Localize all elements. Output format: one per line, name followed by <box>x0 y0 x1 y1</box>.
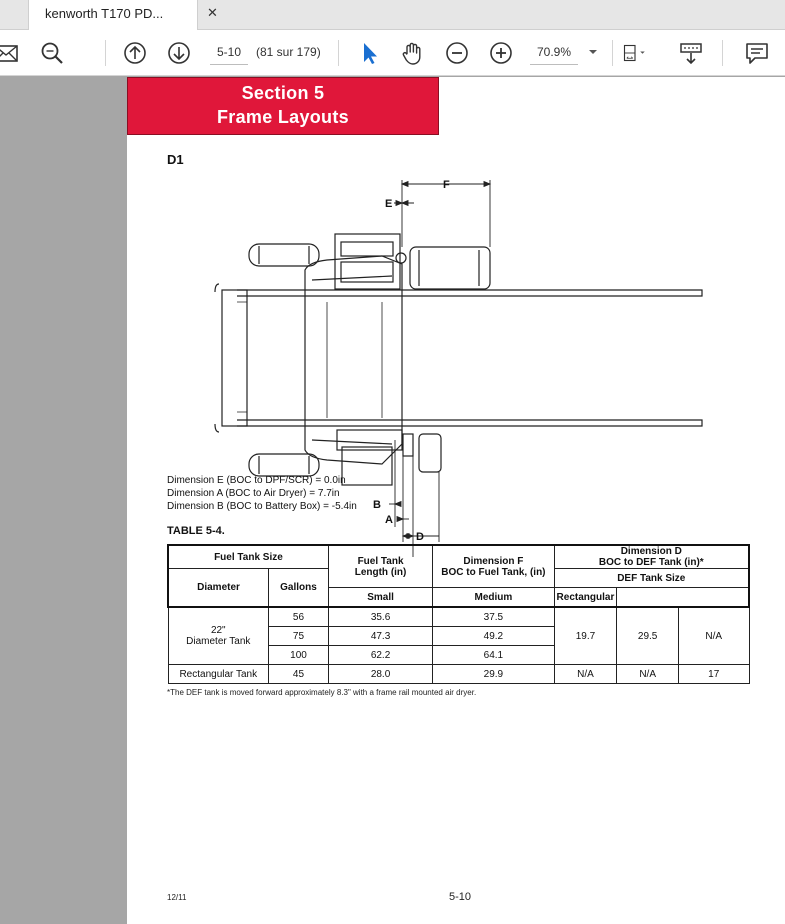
select-arrow-icon[interactable] <box>354 38 384 68</box>
dim-f-cell: 29.9 <box>433 665 554 684</box>
page-count: (81 sur 179) <box>256 45 321 59</box>
def-rect-cell: N/A <box>678 607 749 665</box>
dim-label-b: B <box>373 499 381 511</box>
front-bumper <box>222 290 247 426</box>
zoom-search-icon[interactable] <box>37 38 67 68</box>
close-tab-icon[interactable]: ✕ <box>207 5 218 20</box>
tab-strip <box>0 0 785 30</box>
section-banner <box>127 77 439 135</box>
diagram-title: D1 <box>167 152 184 167</box>
page-down-icon[interactable] <box>164 38 194 68</box>
diameter-cell <box>168 607 269 665</box>
toolbar-separator <box>612 40 613 66</box>
pdf-toolbar <box>0 30 785 76</box>
header-gallons: Gallons <box>269 569 329 608</box>
header-text: Dimension F <box>463 555 524 567</box>
dim-f-cell: 49.2 <box>433 627 554 646</box>
cab-outline <box>305 256 402 464</box>
dimension-e-note: Dimension E (BOC to DPF/SCR) = 0.0in <box>167 475 346 486</box>
gallons-cell: 56 <box>269 607 329 627</box>
fuel-cap <box>396 253 406 263</box>
section-title: Section 5 <box>241 83 325 103</box>
header-diameter: Diameter <box>168 569 269 608</box>
toolbar-separator <box>338 40 339 66</box>
page-number-input[interactable] <box>210 40 248 65</box>
zoom-level-input[interactable] <box>530 40 578 65</box>
length-cell: 28.0 <box>328 665 432 684</box>
gallons-cell: 75 <box>269 627 329 646</box>
section-subtitle: Frame Layouts <box>217 107 349 127</box>
length-cell: 62.2 <box>328 646 432 665</box>
def-medium-cell: N/A <box>617 665 679 684</box>
def-small-cell: N/A <box>554 665 617 684</box>
zoom-out-icon[interactable] <box>442 38 472 68</box>
toolbar-separator <box>105 40 106 66</box>
gallons-cell: 100 <box>269 646 329 665</box>
hand-icon[interactable] <box>398 38 428 68</box>
length-cell: 35.6 <box>328 607 432 627</box>
header-small: Small <box>328 588 432 608</box>
dim-label-e: E <box>385 198 393 210</box>
zoom-in-icon[interactable] <box>486 38 516 68</box>
dim-f-cell: 37.5 <box>433 607 554 627</box>
header-text: BOC to Fuel Tank, (in) <box>441 566 546 578</box>
dimension-a-note: Dimension A (BOC to Air Dryer) = 7.7in <box>167 488 340 499</box>
header-fuel-tank-length <box>328 545 432 588</box>
gallons-cell: 45 <box>269 665 329 684</box>
comment-icon[interactable] <box>742 38 772 68</box>
table-row <box>168 665 749 684</box>
document-tab[interactable] <box>28 0 218 30</box>
mail-icon[interactable] <box>0 38 22 68</box>
header-def-tank-size: DEF Tank Size <box>554 569 749 588</box>
header-text: Dimension D <box>620 546 682 557</box>
dim-f-cell: 64.1 <box>433 646 554 665</box>
scroll-mode-icon[interactable] <box>676 38 706 68</box>
def-small-cell: 19.7 <box>554 607 617 665</box>
air-dryer <box>419 434 441 472</box>
def-medium-cell: 29.5 <box>617 607 679 665</box>
header-text: Fuel Tank <box>357 555 404 567</box>
length-cell: 47.3 <box>328 627 432 646</box>
toolbar-separator <box>722 40 723 66</box>
tab-title: kenworth T170 PD... <box>45 6 164 21</box>
footer-date: 12/11 <box>167 893 187 902</box>
fuel-tank <box>410 247 490 289</box>
fit-page-icon[interactable] <box>620 38 660 68</box>
page-up-icon[interactable] <box>120 38 150 68</box>
tank-type-cell: Rectangular Tank <box>168 665 269 684</box>
table-footnote: *The DEF tank is moved forward approximately 8.3" with a frame rail mounted air dryer. <box>167 688 477 697</box>
cell-text: Diameter Tank <box>186 636 251 647</box>
table-title: TABLE 5-4. <box>167 525 225 537</box>
pdf-page <box>127 77 785 924</box>
table-row <box>168 607 749 627</box>
cell-text: 22" <box>210 625 226 636</box>
dim-label-f: F <box>443 179 450 191</box>
header-text: Length (in) <box>354 566 407 578</box>
header-medium: Medium <box>433 588 554 608</box>
def-rect-cell: 17 <box>678 665 749 684</box>
header-text: BOC to DEF Tank (in)* <box>598 557 704 568</box>
dim-label-a: A <box>385 514 393 526</box>
fuel-tank-table <box>167 544 750 684</box>
chevron-down-icon[interactable] <box>586 42 600 62</box>
footer-page-number: 5-10 <box>449 891 472 903</box>
header-dimension-f <box>433 545 554 588</box>
frame-rails <box>237 290 702 426</box>
dim-label-d: D <box>416 531 424 543</box>
dimension-notes <box>167 474 357 513</box>
dimension-b-note: Dimension B (BOC to Battery Box) = -5.4in <box>167 501 357 512</box>
header-fuel-tank-size: Fuel Tank Size <box>168 545 328 569</box>
header-rectangular: Rectangular <box>554 588 617 608</box>
header-dimension-d <box>554 545 749 569</box>
